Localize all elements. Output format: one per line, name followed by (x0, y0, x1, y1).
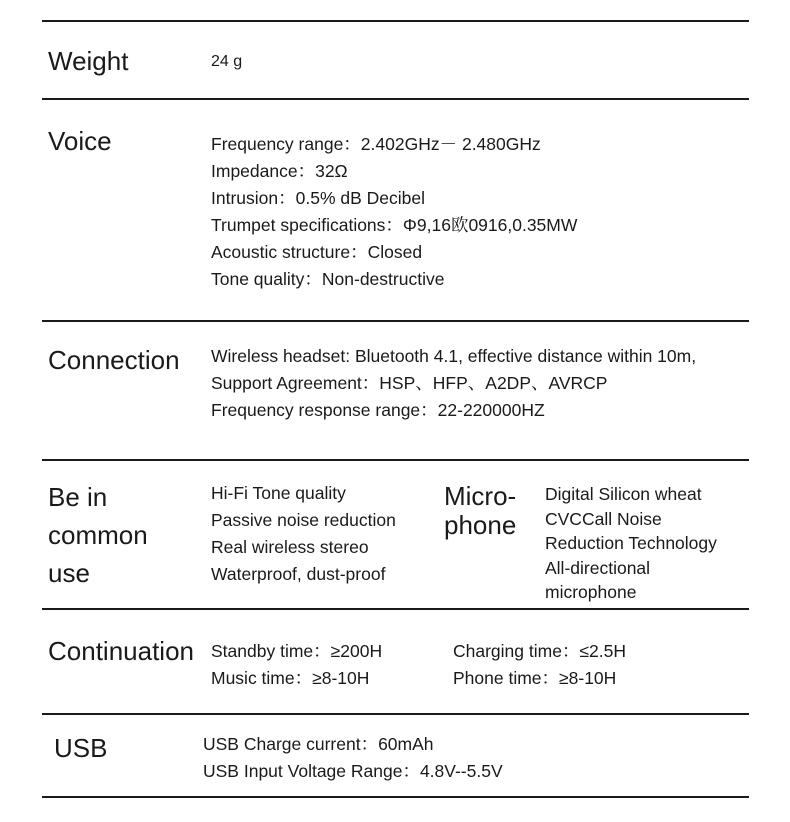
voice-spec-line: Tone quality：Non-destructive (211, 269, 445, 289)
common-use-label-line: common (48, 520, 148, 550)
usb-specs (203, 731, 503, 785)
voice-label: Voice (48, 126, 112, 156)
microphone-label-line: Micro- (444, 481, 517, 511)
common-use-label (48, 478, 148, 592)
common-use-feature: Real wireless stereo (211, 537, 369, 557)
common-use-label-line: use (48, 558, 90, 588)
voice-spec-line: Frequency range：2.402GHz－ 2.480GHz (211, 134, 541, 154)
common-use-label-line: Be in (48, 482, 108, 512)
continuation-spec-line: Standby time：≥200H (211, 641, 383, 661)
microphone-label-line: phone (444, 510, 517, 540)
usb-spec-line: USB Charge current：60mAh (203, 734, 434, 754)
voice-spec-line: Intrusion：0.5% dB Decibel (211, 188, 425, 208)
divider (42, 608, 749, 610)
common-use-features (211, 480, 396, 588)
connection-spec-line: Wireless headset: Bluetooth 4.1, effective distance within 10m, (211, 346, 697, 366)
connection-spec-line: Frequency response range：22-220000HZ (211, 400, 545, 420)
usb-spec-line: USB Input Voltage Range：4.8V--5.5V (203, 761, 503, 781)
divider (42, 713, 749, 715)
divider (42, 320, 749, 322)
microphone-spec-line: Digital Silicon wheat (545, 484, 702, 504)
microphone-label (444, 482, 516, 540)
continuation-spec-line: Phone time：≥8-10H (453, 668, 617, 688)
microphone-spec-line: CVCCall Noise (545, 508, 662, 529)
voice-spec-line: Trumpet specifications：Φ9,16欧0916,0.35MW (211, 215, 578, 235)
microphone-spec-line: microphone (545, 582, 637, 602)
microphone-spec-line: Reduction Technology (545, 533, 717, 553)
continuation-spec-line: Music time：≥8-10H (211, 668, 370, 688)
voice-spec-line: Acoustic structure：Closed (211, 242, 423, 262)
continuation-label: Continuation (48, 636, 194, 666)
microphone-spec-line: All-directional (545, 557, 651, 578)
voice-specs (211, 131, 577, 293)
usb-label: USB (54, 733, 108, 763)
divider (42, 796, 749, 798)
common-use-feature: Passive noise reduction (211, 510, 396, 530)
continuation-right (453, 638, 626, 692)
divider (42, 98, 749, 100)
weight-label: Weight (48, 46, 129, 76)
connection-spec-line: Support Agreement：HSP、HFP、A2DP、AVRCP (211, 373, 608, 393)
common-use-feature: Waterproof, dust-proof (211, 564, 386, 584)
common-use-feature: Hi-Fi Tone quality (211, 483, 346, 503)
connection-label: Connection (48, 345, 180, 375)
voice-spec-line: Impedance：32Ω (211, 161, 348, 181)
weight-value: 24 g (211, 53, 243, 70)
divider (42, 459, 749, 461)
continuation-left (211, 638, 382, 692)
divider (42, 20, 749, 22)
connection-specs (211, 343, 696, 424)
microphone-specs (545, 482, 717, 605)
continuation-spec-line: Charging time：≤2.5H (453, 641, 627, 661)
